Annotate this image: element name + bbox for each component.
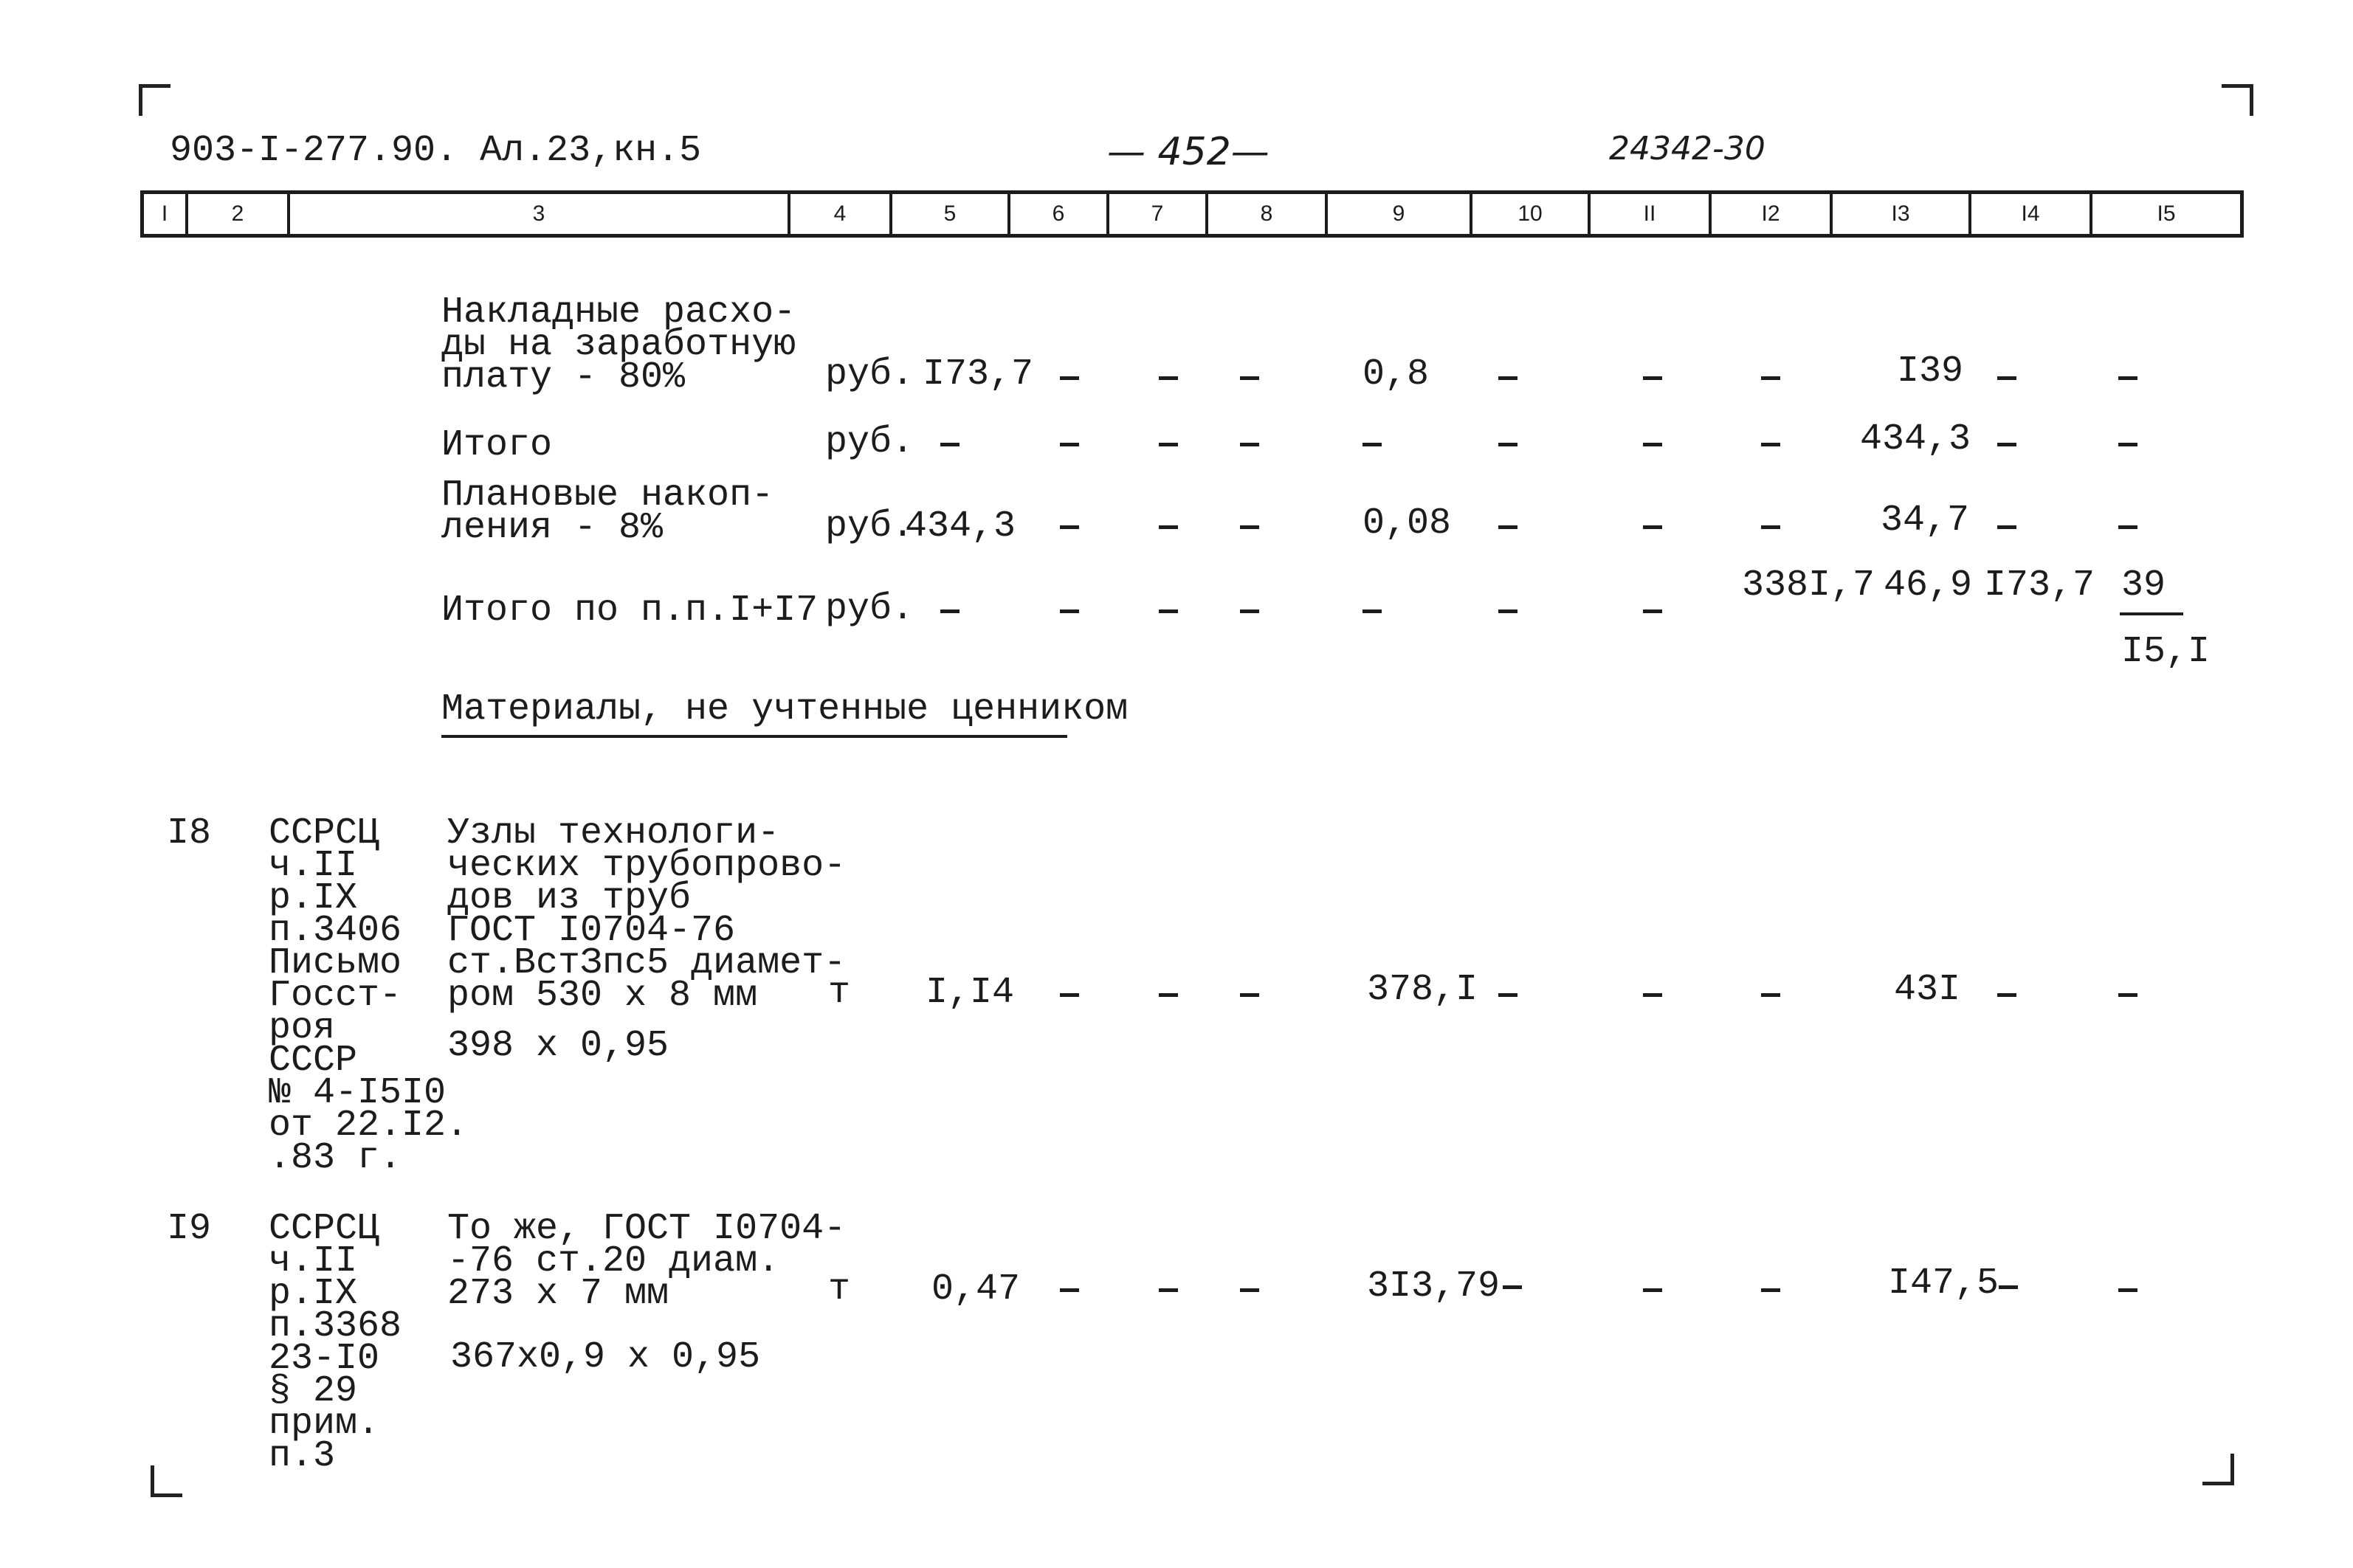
column-number: 5 [889, 194, 1007, 234]
column-number: 6 [1007, 194, 1106, 234]
dash [1997, 993, 2016, 997]
dash [940, 609, 960, 613]
subtotal-col13: 434,3 [1860, 418, 1971, 460]
column-number: 7 [1106, 194, 1205, 234]
fraction-line [2120, 612, 2183, 615]
dash [1240, 1288, 1259, 1292]
dash [1761, 525, 1780, 529]
total-col13: 46,9 [1884, 564, 1973, 607]
overhead-col5: I73,7 [923, 353, 1034, 396]
dash [1159, 525, 1178, 529]
total-col15-numerator: 39 [2121, 564, 2166, 607]
subtotal-unit: руб. [825, 421, 914, 463]
dash [1240, 993, 1259, 997]
page-number: — 452— [1107, 130, 1269, 174]
dash [2118, 993, 2137, 997]
dash [1999, 1285, 2018, 1289]
planned-col5: 434,3 [905, 505, 1016, 548]
dash [2118, 443, 2137, 446]
dash [2118, 1288, 2137, 1292]
dash [1159, 993, 1178, 997]
column-number: 9 [1325, 194, 1470, 234]
dash [1240, 525, 1259, 529]
dash [1159, 376, 1178, 380]
item19-col9: 3I3,79 [1367, 1265, 1501, 1308]
column-number: 2 [185, 194, 287, 234]
dash [1159, 609, 1178, 613]
column-number: I [161, 201, 168, 226]
total-col14: I73,7 [1984, 564, 2095, 607]
dash [1643, 1288, 1662, 1292]
dash [1498, 525, 1517, 529]
column-number: 8 [1205, 194, 1325, 234]
dash [1498, 443, 1517, 446]
item19-number: I9 [167, 1208, 212, 1250]
total-col15-denominator: I5,I [2121, 631, 2211, 673]
dash [1498, 609, 1517, 613]
dash [1240, 609, 1259, 613]
dash [1362, 443, 1382, 446]
column-number: 3 [287, 194, 788, 234]
item18-unit: т [828, 972, 851, 1014]
dash [1362, 609, 1382, 613]
corner-mark-bottom-left [151, 1465, 182, 1497]
dash [1643, 609, 1662, 613]
column-number: I5 [2090, 194, 2240, 234]
subtotal-description: Итого [441, 424, 553, 466]
dash [1997, 525, 2016, 529]
dash [1761, 443, 1780, 446]
item18-col9: 378,I [1367, 969, 1478, 1011]
dash [1503, 1285, 1522, 1289]
dash [1240, 443, 1259, 446]
item18-description: Узлы технологи- ческих трубопрово- дов из труб ГОСТ I0704-76 ст.ВстЗпс5 диамет- ром 530 х 8 мм [447, 812, 847, 1017]
corner-mark-top-left [139, 84, 170, 116]
dash [2118, 376, 2137, 380]
dash [1498, 376, 1517, 380]
dash [1060, 376, 1079, 380]
item18-calculation: 398 х 0,95 [447, 1025, 669, 1067]
section-heading: Материалы, не учтенные ценником [441, 688, 1129, 731]
column-number-bar [140, 190, 2244, 238]
item19-calculation: 367х0,9 х 0,95 [450, 1336, 761, 1378]
planned-description: Плановые накоп- ления - 8% [441, 474, 774, 549]
column-number: I2 [1709, 194, 1830, 234]
dash [1997, 376, 2016, 380]
overhead-col9: 0,8 [1362, 353, 1430, 396]
item19-col13: I47,5 [1888, 1263, 1999, 1305]
dash [1060, 525, 1079, 529]
item19-description: То же, ГОСТ I0704- -76 ст.20 диам. 273 х 7 мм [447, 1208, 847, 1315]
dash [1060, 609, 1079, 613]
archive-number: 24342-30 [1609, 130, 1765, 167]
item18-reference: ССРСЦ ч.II р.IX п.3406 Письмо Госст- роя СССР № 4-I5I0 от 22.I2. .83 г. [269, 812, 469, 1179]
column-number: I4 [1968, 194, 2090, 234]
total-description: Итого по п.п.I+I7 [441, 590, 819, 632]
dash [1761, 1288, 1780, 1292]
item19-col5: 0,47 [931, 1268, 1021, 1310]
dash [1643, 443, 1662, 446]
dash [1643, 525, 1662, 529]
column-number: I3 [1830, 194, 1968, 234]
item19-unit: т [828, 1268, 851, 1310]
overhead-unit: руб. [825, 353, 914, 396]
dash [1159, 443, 1178, 446]
dash [1498, 993, 1517, 997]
dash [1761, 993, 1780, 997]
corner-mark-top-right [2222, 84, 2253, 116]
total-unit: руб. [825, 588, 914, 630]
document-code: 903-I-277.90. Ал.23,кн.5 [170, 130, 702, 172]
dash [1643, 376, 1662, 380]
planned-unit: руб. [825, 505, 914, 548]
dash [940, 443, 960, 446]
dash [2118, 525, 2137, 529]
dash [1997, 443, 2016, 446]
dash [1240, 376, 1259, 380]
total-col12: 338I,7 [1742, 564, 1875, 607]
item18-col5: I,I4 [926, 972, 1015, 1014]
dash [1060, 1288, 1079, 1292]
item19-reference: ССРСЦ ч.II р.IX п.3368 23-I0 § 29 прим. п.3 [269, 1208, 402, 1477]
dash [1060, 993, 1079, 997]
corner-mark-bottom-right [2202, 1454, 2234, 1485]
dash [1761, 376, 1780, 380]
item18-number: I8 [167, 812, 212, 854]
planned-col13: 34,7 [1881, 500, 1970, 542]
dash [1060, 443, 1079, 446]
overhead-col13: I39 [1897, 350, 1964, 393]
overhead-description: Накладные расхо- ды на заработную плату - 80% [441, 291, 796, 398]
column-number: 4 [788, 194, 889, 234]
dash [1159, 1288, 1178, 1292]
section-heading-underline [441, 735, 1067, 738]
dash [1643, 993, 1662, 997]
column-number: 10 [1470, 194, 1588, 234]
planned-col9: 0,08 [1362, 502, 1452, 545]
item18-col13: 43I [1894, 969, 1961, 1011]
column-number: II [1588, 194, 1709, 234]
